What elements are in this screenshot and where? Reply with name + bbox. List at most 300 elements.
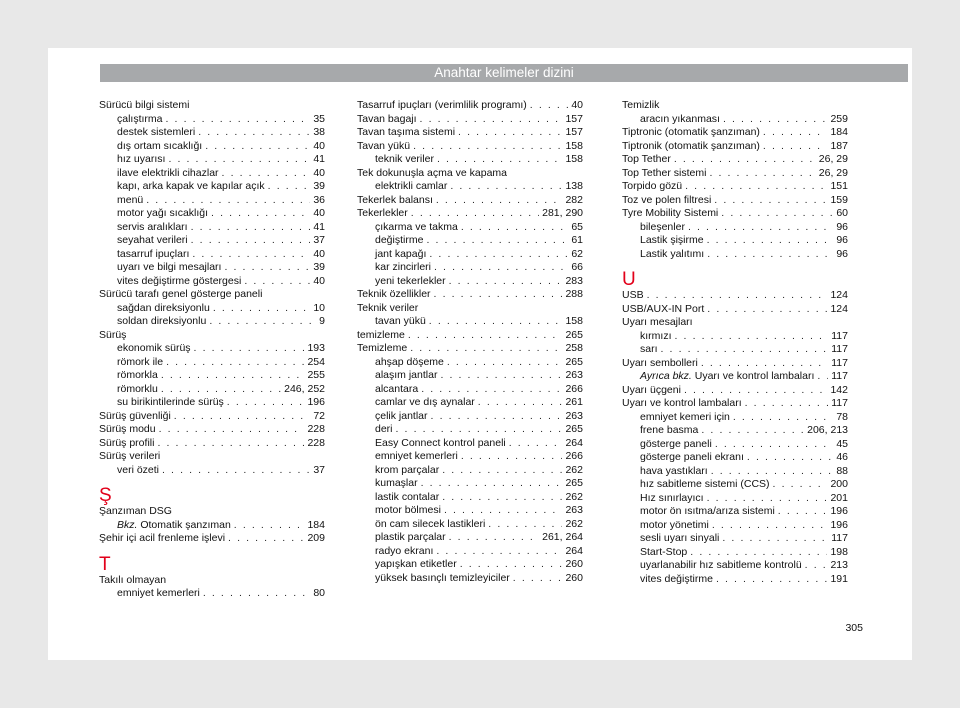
entry-label: Tavan taşıma sistemi — [357, 126, 456, 138]
entry-label: römork ile — [117, 355, 164, 368]
entry-label: römorklu — [117, 382, 158, 395]
index-subentry — [357, 410, 583, 424]
entry-page-ref: 228 — [307, 436, 325, 449]
index-entry — [622, 289, 848, 303]
entry-label: tasarruf ipuçları — [117, 247, 190, 260]
entry-page-ref: 41 — [313, 220, 325, 233]
index-subentry — [99, 167, 325, 181]
entry-label: Sürüş güvenliği — [99, 409, 171, 422]
entry-label: Toz ve polen filtresi — [622, 193, 712, 206]
entry-label: ahşap döşeme — [375, 355, 444, 368]
entry-label: Tek dokunuşla açma ve kapama — [357, 166, 507, 179]
entry-page-ref: 184 — [307, 518, 325, 531]
index-entry — [622, 384, 848, 398]
index-subentry — [99, 140, 325, 154]
entry-label: Temizlik — [622, 99, 660, 111]
dot-leader — [747, 451, 833, 465]
entry-label: aracın yıkanması — [640, 112, 720, 125]
entry-label: sağdan direksiyonlu — [117, 301, 210, 314]
index-subentry — [99, 383, 325, 397]
entry-page-ref: 260 — [565, 558, 583, 570]
dot-leader — [711, 465, 834, 479]
index-entry — [99, 423, 325, 437]
entry-label: vites değiştirme — [640, 572, 713, 585]
dot-leader — [444, 504, 563, 518]
entry-page-ref: 88 — [836, 464, 848, 477]
entry-label: Uyarı ve kontrol lambaları — [622, 397, 742, 409]
entry-label: Sürücü bilgi sistemi — [99, 99, 190, 111]
dot-leader — [421, 477, 563, 491]
entry-page-ref: 263 — [565, 369, 583, 381]
entry-page-ref: 65 — [571, 220, 583, 233]
index-subentry — [622, 343, 848, 357]
index-subentry — [357, 518, 583, 532]
entry-page-ref: 117 — [831, 329, 848, 342]
dot-leader — [449, 275, 563, 289]
dot-leader — [723, 113, 828, 127]
entry-label: sesli uyarı sinyali — [640, 532, 720, 544]
index-subentry — [99, 356, 325, 370]
entry-label: kumaşlar — [375, 477, 418, 489]
entry-page-ref: 213 — [830, 559, 848, 571]
index-subentry — [99, 153, 325, 167]
entry-page-ref: 124 — [830, 302, 848, 315]
dot-leader — [745, 397, 829, 411]
index-subentry — [99, 302, 325, 316]
entry-label: ilave elektrikli cihazlar — [117, 166, 219, 179]
entry-page-ref: 40 — [313, 247, 325, 260]
entry-label: emniyet kemerleri — [375, 450, 458, 462]
entry-label — [640, 370, 814, 384]
dot-leader — [488, 518, 562, 532]
index-subentry — [99, 194, 325, 208]
dot-leader — [191, 221, 311, 235]
entry-page-ref: 124 — [830, 289, 848, 301]
entry-page-ref: 258 — [565, 342, 583, 354]
entry-label: dış ortam sıcaklığı — [117, 139, 203, 152]
entry-label: motor yönetimi — [640, 518, 709, 531]
entry-label: yeni tekerlekler — [375, 274, 446, 287]
entry-label: lastik contalar — [375, 490, 440, 503]
entry-label: Uyarı sembolleri — [622, 356, 698, 369]
dot-leader — [763, 126, 828, 140]
entry-label: kar zincirleri — [375, 261, 432, 273]
entry-page-ref: 46 — [836, 451, 848, 463]
dot-leader — [437, 153, 563, 167]
entry-label: deri — [375, 423, 393, 435]
index-subentry — [357, 234, 583, 248]
index-subentry — [99, 315, 325, 329]
index-section-letter: T — [99, 553, 111, 575]
entry-page-ref: 61 — [571, 234, 583, 246]
index-entry — [622, 194, 848, 208]
dot-leader — [661, 343, 829, 357]
entry-page-ref: 36 — [313, 193, 325, 206]
entry-page-ref: 60 — [836, 207, 848, 219]
entry-page-ref: 151 — [830, 180, 848, 192]
entry-label: temizleme — [357, 328, 405, 341]
entry-page-ref: 261, 264 — [542, 531, 583, 543]
entry-page-ref: 10 — [313, 301, 325, 314]
index-subentry — [357, 180, 583, 194]
entry-page-ref: 255 — [307, 369, 325, 381]
dot-leader — [688, 221, 833, 235]
entry-page-ref: 282 — [565, 193, 583, 206]
entry-label: çelik jantlar — [375, 409, 428, 422]
entry-label: frene basma — [640, 424, 699, 436]
index-entry — [99, 532, 325, 546]
entry-page-ref: 72 — [313, 409, 325, 422]
entry-label: Tyre Mobility Sistemi — [622, 207, 719, 219]
page-header: Anahtar kelimeler dizini — [100, 64, 908, 82]
index-subentry — [357, 464, 583, 478]
entry-page-ref: 142 — [830, 383, 848, 396]
entry-label: Temizleme — [357, 342, 408, 354]
entry-label: çalıştırma — [117, 112, 163, 125]
entry-label: bileşenler — [640, 220, 685, 233]
entry-label: vites değiştirme göstergesi — [117, 274, 242, 287]
entry-page-ref: 96 — [836, 220, 848, 233]
dot-leader — [684, 384, 828, 398]
entry-page-ref: 158 — [565, 139, 583, 152]
dot-leader — [716, 573, 828, 587]
entry-label: motor ön ısıtma/arıza sistemi — [640, 505, 775, 517]
entry-label: gösterge paneli ekranı — [640, 451, 744, 463]
dot-leader — [420, 113, 563, 127]
dot-leader — [721, 207, 833, 221]
entry-page-ref: 228 — [307, 423, 325, 435]
cross-reference-prefix: Bkz. — [117, 518, 138, 531]
entry-page-ref: 38 — [313, 126, 325, 138]
entry-label: soldan direksiyonlu — [117, 315, 207, 327]
entry-label: ekonomik sürüş — [117, 342, 191, 354]
entry-page-ref: 26, 29 — [818, 166, 848, 179]
entry-page-ref: 158 — [565, 153, 583, 165]
index-subentry — [622, 424, 848, 438]
entry-label: Tasarruf ipuçları (verimlilik programı) — [357, 99, 527, 111]
entry-label: Sürüş — [99, 328, 127, 341]
entry-page-ref: 206, 213 — [807, 424, 848, 436]
index-subentry — [99, 464, 325, 478]
index-subentry — [357, 491, 583, 505]
entry-page-ref: 201 — [830, 491, 848, 504]
dot-leader — [440, 369, 562, 383]
entry-page-ref: 78 — [836, 410, 848, 423]
index-entry — [357, 113, 583, 127]
index-entry — [99, 288, 325, 302]
entry-label: Teknik özellikler — [357, 288, 431, 300]
dot-leader — [442, 464, 562, 478]
entry-label: tavan yükü — [375, 315, 426, 327]
index-entry — [622, 153, 848, 167]
entry-label: camlar ve dış aynalar — [375, 396, 475, 408]
entry-label: Tekerlekler — [357, 207, 408, 219]
index-entry — [622, 357, 848, 371]
index-subentry — [622, 532, 848, 546]
index-subentry — [357, 275, 583, 289]
index-subentry — [99, 234, 325, 248]
index-entry — [622, 303, 848, 317]
index-subentry — [99, 342, 325, 356]
entry-page-ref: 193 — [307, 342, 325, 354]
dot-leader — [211, 207, 310, 221]
dot-leader — [166, 356, 304, 370]
entry-label: römorkla — [117, 369, 158, 381]
dot-leader — [773, 478, 828, 492]
entry-page-ref: 37 — [313, 234, 325, 246]
entry-page-ref: 191 — [830, 572, 848, 585]
dot-leader — [244, 275, 310, 289]
index-subentry — [99, 587, 325, 601]
entry-label: kapı, arka kapak ve kapılar açık — [117, 180, 265, 192]
entry-label: Sürüş verileri — [99, 450, 161, 462]
index-column-1 — [99, 99, 325, 601]
entry-page-ref: 138 — [565, 180, 583, 192]
dot-leader — [707, 303, 827, 317]
entry-page-ref: 41 — [313, 153, 325, 165]
entry-label: gösterge paneli — [640, 437, 712, 450]
index-subentry — [357, 369, 583, 383]
entry-page-ref: 266 — [565, 450, 583, 462]
index-entry — [622, 140, 848, 154]
index-subentry — [99, 113, 325, 127]
dot-leader — [431, 410, 563, 424]
dot-leader — [198, 126, 310, 140]
index-subentry — [357, 558, 583, 572]
index-subentry — [99, 221, 325, 235]
dot-leader — [707, 234, 834, 248]
dot-leader — [450, 180, 562, 194]
dot-leader — [228, 532, 304, 546]
index-entry — [622, 99, 848, 113]
index-entry — [99, 329, 325, 343]
index-subentry — [99, 275, 325, 289]
entry-label: Start-Stop — [640, 545, 688, 558]
entry-page-ref: 40 — [571, 99, 583, 111]
entry-label: USB — [622, 289, 644, 301]
entry-page-ref: 265 — [565, 328, 583, 341]
cross-reference-target: Otomatik şanzıman — [137, 518, 231, 531]
entry-page-ref: 209 — [307, 532, 325, 544]
entry-label: hız sabitleme sistemi (CCS) — [640, 478, 770, 490]
index-subentry — [357, 315, 583, 329]
entry-label: seyahat verileri — [117, 234, 188, 246]
entry-label: servis aralıkları — [117, 220, 188, 233]
dot-leader — [701, 424, 804, 438]
dot-leader — [513, 572, 563, 586]
index-subentry — [357, 504, 583, 518]
entry-page-ref: 117 — [831, 397, 848, 409]
index-entry — [357, 288, 583, 302]
index-entry — [622, 397, 848, 411]
entry-label: Top Tether sistemi — [622, 166, 707, 179]
index-subentry — [99, 261, 325, 275]
index-subentry — [357, 423, 583, 437]
entry-page-ref: 187 — [830, 139, 848, 152]
dot-leader — [426, 234, 568, 248]
entry-page-ref: 260 — [565, 571, 583, 584]
index-entry — [622, 126, 848, 140]
entry-label: Lastik şişirme — [640, 234, 704, 246]
dot-leader — [268, 180, 311, 194]
dot-leader — [408, 329, 563, 343]
entry-label: Easy Connect kontrol paneli — [375, 436, 506, 449]
entry-page-ref: 39 — [313, 261, 325, 273]
index-entry — [357, 126, 583, 140]
entry-page-ref: 40 — [313, 166, 325, 179]
dot-leader — [461, 221, 568, 235]
entry-label: hava yastıkları — [640, 464, 708, 477]
dot-leader — [413, 140, 562, 154]
entry-page-ref: 117 — [831, 370, 848, 382]
dot-leader — [707, 248, 833, 262]
entry-page-ref: 262 — [565, 490, 583, 503]
entry-page-ref: 96 — [836, 234, 848, 246]
dot-leader — [675, 330, 829, 344]
entry-page-ref: 262 — [565, 463, 583, 476]
index-entry — [357, 207, 583, 221]
index-subentry — [357, 531, 583, 545]
index-entry — [357, 329, 583, 343]
index-subentry — [99, 519, 325, 533]
dot-leader — [410, 342, 562, 356]
index-section-letter: U — [622, 269, 636, 290]
dot-leader — [690, 546, 827, 560]
index-entry — [99, 450, 325, 464]
entry-label: Hız sınırlayıcı — [640, 491, 704, 504]
entry-label: alcantara — [375, 382, 419, 395]
entry-page-ref: 196 — [830, 505, 848, 517]
index-subentry — [357, 248, 583, 262]
entry-page-ref: 288 — [565, 288, 583, 300]
dot-leader — [461, 450, 563, 464]
index-entry — [622, 207, 848, 221]
dot-leader — [722, 532, 828, 546]
entry-label: elektrikli camlar — [375, 180, 448, 192]
index-subentry — [622, 546, 848, 560]
dot-leader — [213, 302, 311, 316]
dot-leader — [478, 396, 563, 410]
dot-leader — [162, 464, 310, 478]
entry-page-ref: 264 — [565, 436, 583, 449]
dot-leader — [429, 248, 568, 262]
entry-label: Takılı olmayan — [99, 573, 167, 586]
index-subentry — [357, 450, 583, 464]
index-subentry — [357, 153, 583, 167]
entry-page-ref: 26, 29 — [818, 153, 848, 165]
index-subentry — [622, 451, 848, 465]
entry-page-ref: 265 — [565, 423, 583, 435]
entry-label: uyarlanabilir hız sabitleme kontrolü — [640, 559, 802, 571]
entry-label: su birikintilerinde sürüş — [117, 396, 224, 408]
dot-leader — [159, 423, 305, 437]
dot-leader — [411, 207, 539, 221]
entry-page-ref: 117 — [831, 356, 848, 369]
index-subentry — [622, 370, 848, 384]
index-subentry — [357, 437, 583, 451]
dot-leader — [460, 558, 563, 572]
index-subentry — [99, 207, 325, 221]
index-subentry — [622, 113, 848, 127]
entry-label: Top Tether — [622, 153, 671, 165]
entry-page-ref: 266 — [565, 382, 583, 395]
index-subentry — [357, 477, 583, 491]
entry-page-ref: 265 — [565, 355, 583, 368]
dot-leader — [442, 491, 562, 505]
entry-page-ref: 35 — [313, 112, 325, 125]
dot-leader — [157, 437, 304, 451]
entry-label: Tavan bagajı — [357, 112, 417, 125]
dot-leader — [714, 194, 827, 208]
dot-leader — [161, 383, 281, 397]
entry-label: Şehir içi acil frenleme işlevi — [99, 532, 226, 544]
entry-page-ref: 117 — [831, 343, 848, 355]
entry-page-ref: 66 — [571, 261, 583, 273]
entry-page-ref: 281, 290 — [542, 207, 583, 219]
entry-label: ön cam silecek lastikleri — [375, 517, 486, 530]
entry-page-ref: 40 — [313, 139, 325, 152]
dot-leader — [436, 545, 562, 559]
entry-page-ref: 184 — [830, 126, 848, 138]
dot-leader — [530, 99, 569, 113]
index-subentry — [622, 411, 848, 425]
entry-label: Uyarı üçgeni — [622, 383, 681, 396]
entry-label: jant kapağı — [375, 247, 427, 260]
index-entry — [357, 194, 583, 208]
entry-page-ref: 117 — [831, 532, 848, 544]
index-subentry — [622, 234, 848, 248]
entry-page-ref: 265 — [565, 477, 583, 489]
entry-label: yapışkan etiketler — [375, 558, 457, 570]
dot-leader — [674, 153, 816, 167]
entry-page-ref: 196 — [307, 396, 325, 408]
index-entry — [357, 99, 583, 113]
index-subentry — [622, 248, 848, 262]
index-section-letter: Ş — [99, 485, 112, 506]
entry-label: Uyarı mesajları — [622, 316, 693, 328]
entry-page-ref: 261 — [565, 396, 583, 408]
index-subentry — [99, 396, 325, 410]
dot-leader — [146, 194, 310, 208]
index-subentry — [622, 330, 848, 344]
dot-leader — [421, 383, 562, 397]
entry-label: menü — [117, 193, 144, 206]
index-subentry — [622, 478, 848, 492]
dot-leader — [203, 587, 310, 601]
index-subentry — [622, 492, 848, 506]
index-entry — [99, 437, 325, 451]
index-page — [48, 48, 912, 660]
index-entry — [99, 99, 325, 113]
index-subentry — [622, 519, 848, 533]
dot-leader — [227, 396, 305, 410]
entry-label: çıkarma ve takma — [375, 220, 458, 233]
index-entry — [357, 167, 583, 181]
entry-page-ref: 40 — [313, 207, 325, 219]
index-subentry — [357, 545, 583, 559]
entry-page-ref: 246, 252 — [284, 382, 325, 395]
dot-leader — [222, 167, 311, 181]
entry-label: emniyet kemerleri — [117, 587, 200, 599]
entry-page-ref: 196 — [830, 518, 848, 531]
entry-label: motor bölmesi — [375, 504, 441, 516]
entry-label: plastik parçalar — [375, 531, 446, 543]
dot-leader — [234, 519, 305, 533]
dot-leader — [205, 140, 310, 154]
index-subentry — [622, 573, 848, 587]
entry-label: Lastik yalıtımı — [640, 247, 705, 260]
entry-label: krom parçalar — [375, 463, 440, 476]
